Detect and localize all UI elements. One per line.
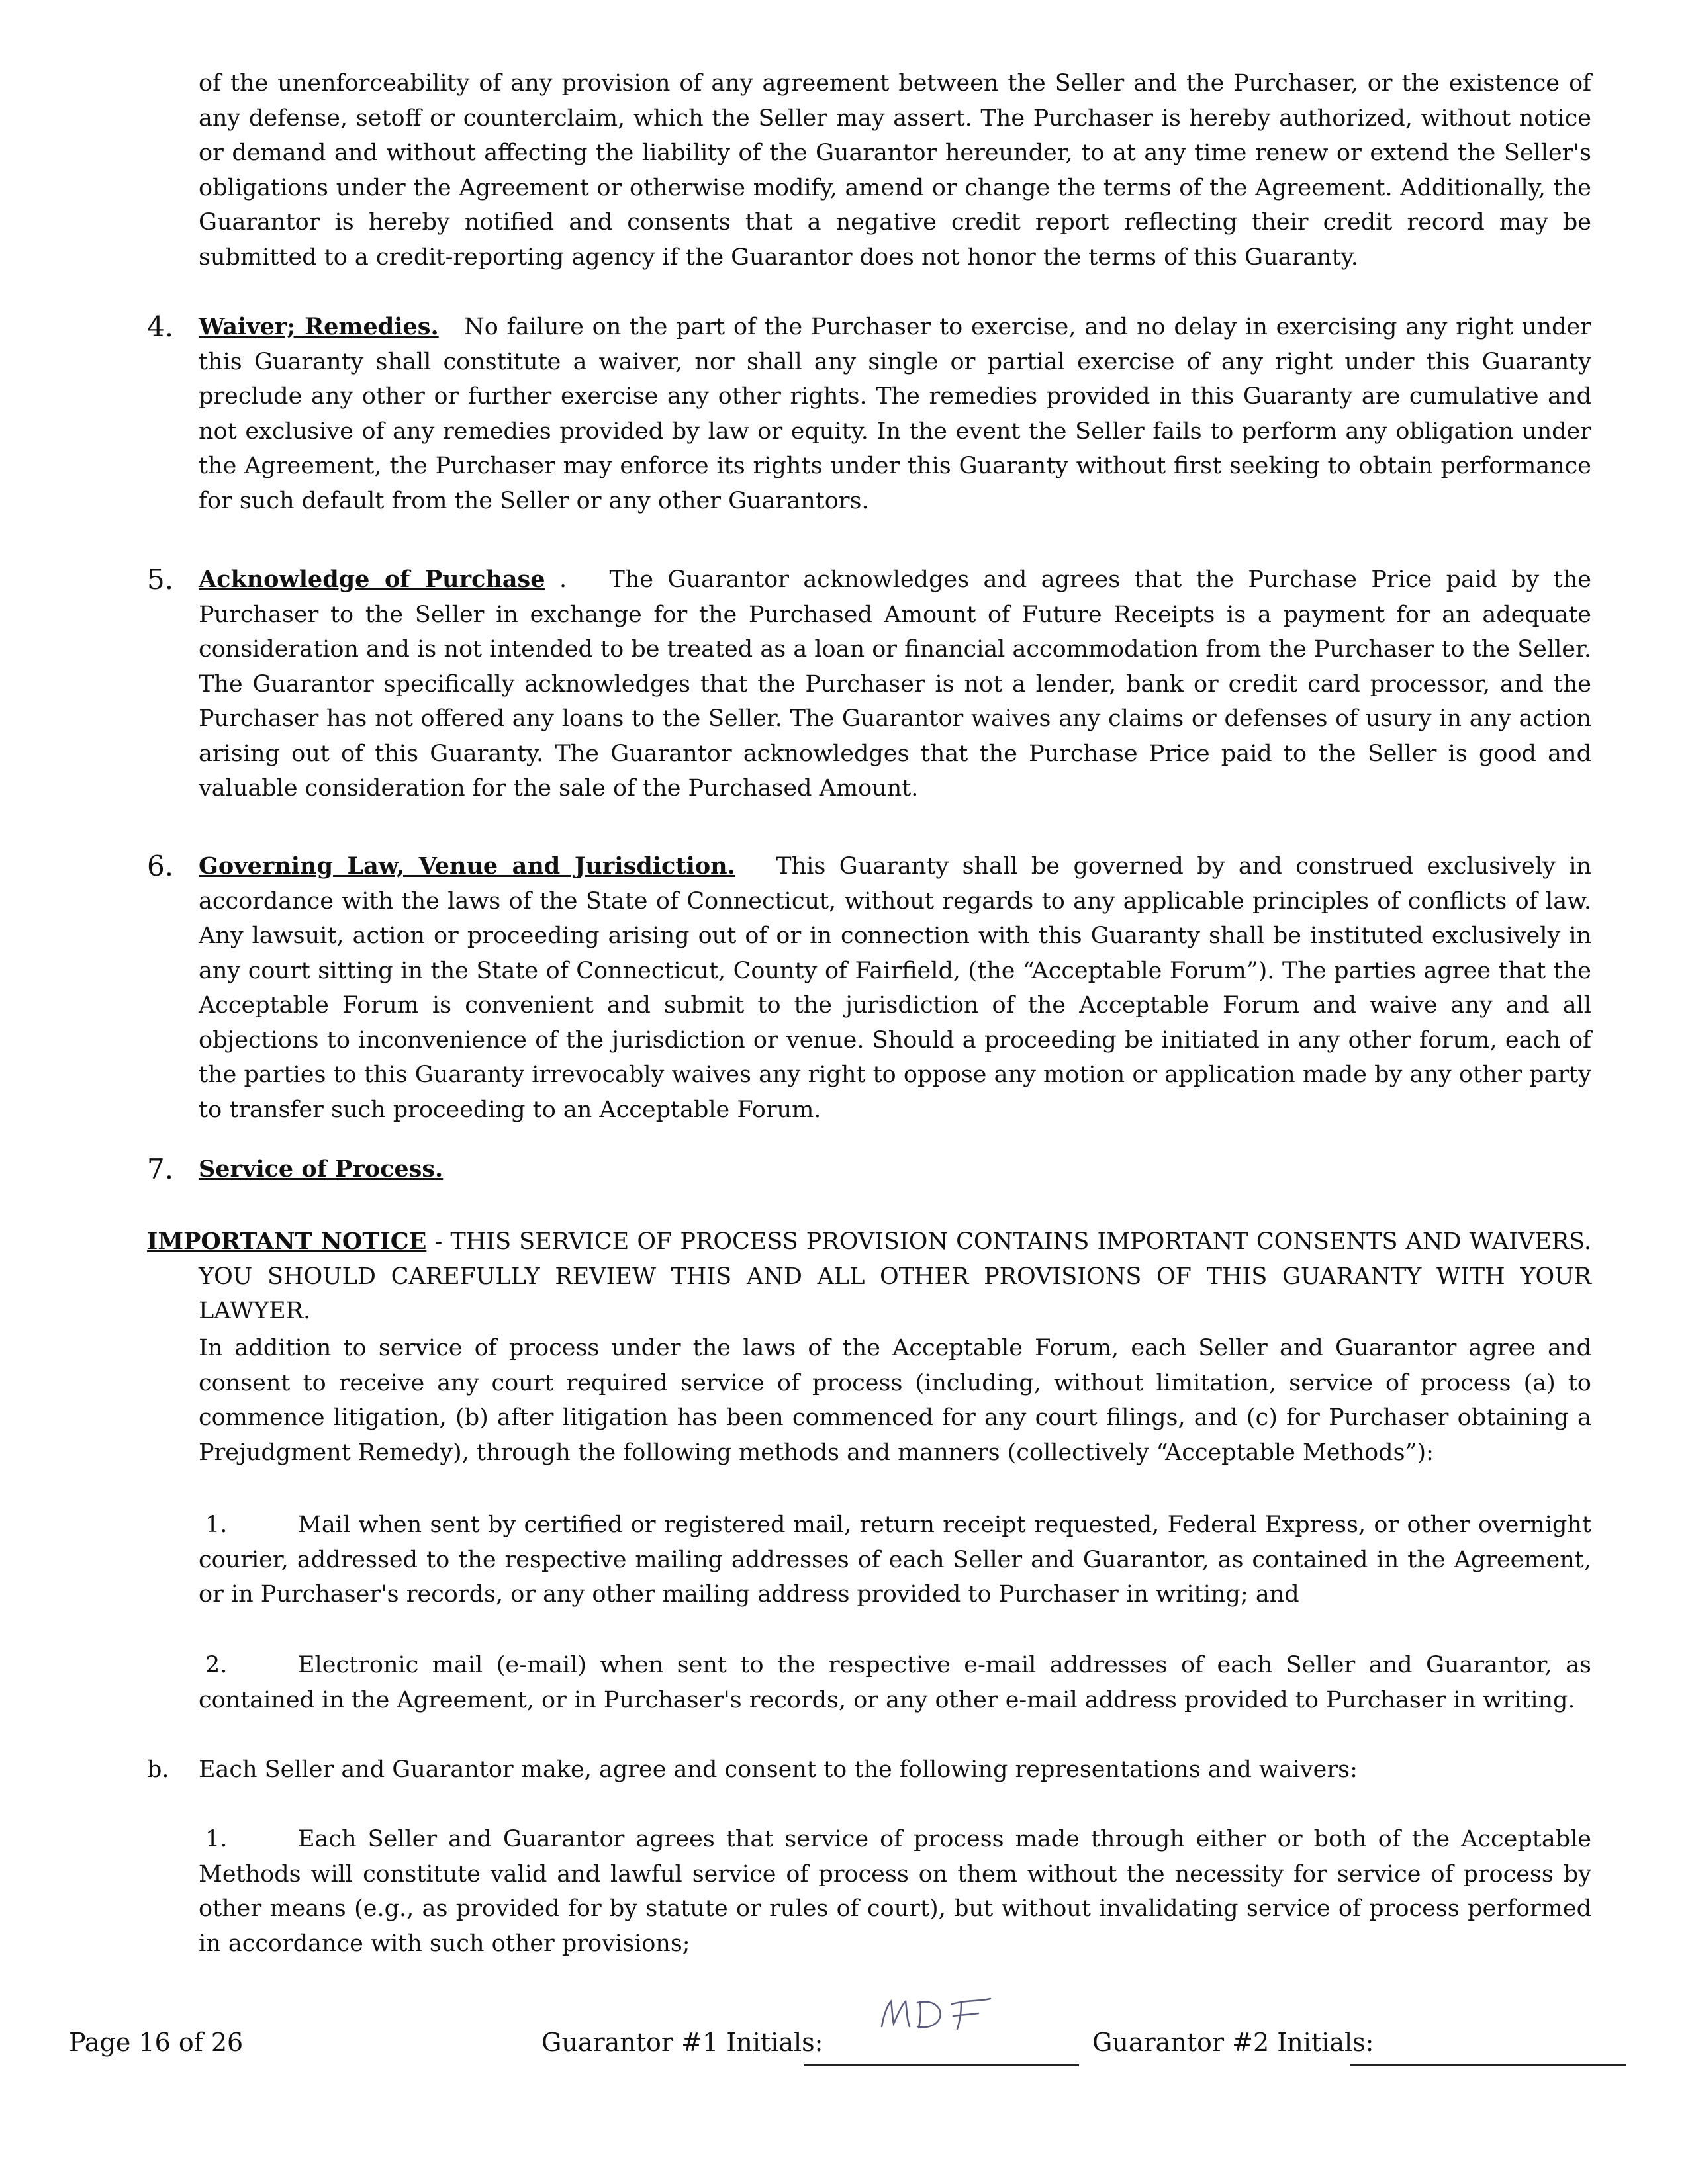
method-2-paragraph [199,1648,1591,1717]
section-4-heading: Waiver; Remedies. [199,313,439,340]
guarantor-1-initials-line [804,2064,1079,2066]
b-item-1-text: Each Seller and Guarantor agrees that service of process made through either or both of the Acceptable Methods will constitute valid and lawful service of process on them without the necessity for service of process by other means (e.g., as provided for by statute or rules of court), but without invalidating service of process performed in accordance with such other provisions; [199,1826,1591,1957]
section-4-paragraph [199,310,1591,518]
method-2-label: 2. [205,1652,228,1678]
section-b-text: Each Seller and Guarantor make, agree and consent to the following representations and waivers: [199,1756,1358,1783]
important-notice-label: IMPORTANT NOTICE [147,1228,427,1255]
section-5-paragraph: Acknowledge of Purchase . The Guarantor acknowledges and agrees that the Purchase Price paid by the Purchaser to the Seller in exchange for the Purchased Amount of Future Receipts is a payment for an adequate consideration and is not intended to be treated as a loan or financial accommodation from the Purchaser to the Seller. The Guarantor specifically acknowledges that the Purchaser is not a lender, bank or credit card processor, and the Purchaser has not offered any loans to the Seller. The Guarantor waives any claims or defenses of usury in any action arising out of this Guaranty. The Guarantor acknowledges that the Purchase Price paid to the Seller is good and valuable consideration for the sale of the Purchased Amount. [199,566,1591,801]
service-intro-paragraph: In addition to service of process under the laws of the Acceptable Forum, each Seller and Guarantor agree and consent to receive any court required service of process (including, without limitation, service of process (a) to commence litigation, (b) after litigation has been commenced for any court filings, and (c) for Purchaser obtaining a Prejudgment Remedy), through the following methods and manners (collectively “Acceptable Methods”): [199,1335,1591,1466]
section-7-number: 7. [147,1153,174,1185]
section-b-label: b. [147,1756,169,1783]
section-4-body: No failure on the part of the Purchaser to exercise, and no delay in exercising any right under this Guaranty shall constitute a waiver, nor shall any single or partial exercise of any right under this Guaranty preclude any other or further exercise any other rights. The remedies provided in this Guaranty are cumulative and not exclusive of any remedies provided by law or equity. In the event the Seller fails to perform any obligation under the Agreement, the Purchaser may enforce its rights under this Guaranty without first seeking to obtain performance for such default from the Seller or any other Guarantors. [199,314,1591,514]
section-7-heading: Service of Process. [199,1156,444,1183]
section-6-number: 6. [147,850,174,882]
section-5-heading: Acknowledge of Purchase [199,566,545,593]
section-5-body: The Guarantor acknowledges and agrees that the Purchase Price paid by the Purchaser to the Seller in exchange for the Purchased Amount of Future Receipts is a payment for an adequate consideration and is not intended to be treated as a loan or financial accommodation from the Purchaser to the Seller. The Guarantor specifically acknowledges that the Purchaser is not a lender, bank or credit card processor, and the Purchaser has not offered any loans to the Seller. The Guarantor waives any claims or defenses of usury in any action arising out of this Guaranty. The Guarantor acknowledges that the Purchase Price paid to the Seller is good and valuable consideration for the sale of the Purchased Amount. [199,567,1591,801]
guarantor-2-initials-line [1350,2064,1626,2066]
important-notice [147,1224,1591,1329]
guarantor-1-initials-signature [874,1992,1006,2038]
method-2-text: Electronic mail (e-mail) when sent to the respective e-mail addresses of each Seller and Guarantor, as contained in the Agreement, or in Purchaser's records, or any other e-mail address provided to Purchaser in writing. [199,1652,1591,1713]
b-item-1-label: 1. [205,1826,228,1852]
section-6-paragraph [199,849,1591,1127]
page-number: Page 16 of 26 [69,2028,244,2057]
guarantor-1-initials-label: Guarantor #1 Initials: [541,2028,823,2057]
section-7-paragraph [199,1152,1591,1187]
method-1-paragraph [199,1508,1591,1612]
b-item-1-paragraph [199,1822,1591,1961]
important-notice-text: - THIS SERVICE OF PROCESS PROVISION CONTAINS IMPORTANT CONSENTS AND WAIVERS. YOU SHOULD CAREFULLY REVIEW THIS AND ALL OTHER PROVISIONS OF THIS GUARANTY WITH YOUR LAWYER. [199,1228,1591,1324]
section-6-heading: Governing Law, Venue and Jurisdiction. [199,852,735,880]
continuation-paragraph: of the unenforceability of any provision of any agreement between the Seller and the Purchaser, or the existence of any defense, setoff or counterclaim, which the Seller may assert. The Purchaser is hereby authorized, without notice or demand and without affecting the liability of the Guarantor hereunder, to at any time renew or extend the Seller's obligations under the Agreement or otherwise modify, amend or change the terms of the Agreement. Additionally, the Guarantor is hereby notified and consents that a negative credit report reflecting their credit record may be submitted to a credit-reporting agency if the Guarantor does not honor the terms of this Guaranty. [199,70,1591,271]
section-5-number: 5. [147,563,174,596]
section-4-number: 4. [147,310,174,343]
method-1-label: 1. [205,1512,228,1538]
guarantor-2-initials-label: Guarantor #2 Initials: [1092,2028,1374,2057]
section-6-body: This Guaranty shall be governed by and construed exclusively in accordance with the laws of the State of Connecticut, without regards to any applicable principles of conflicts of law. Any lawsuit, action or proceeding arising out of or in connection with this Guaranty shall be instituted exclusively in any court sitting in the State of Connecticut, County of Fairfield, (the “Acceptable Forum”). The parties agree that the Acceptable Forum is convenient and submit to the jurisdiction of the Acceptable Forum and waive any and all objections to inconvenience of the jurisdiction or venue. Should a proceeding be initiated in any other forum, each of the parties to this Guaranty irrevocably waives any right to oppose any motion or application made by any other party to transfer such proceeding to an Acceptable Forum. [199,853,1591,1123]
method-1-text: Mail when sent by certified or registered mail, return receipt requested, Federal Express, or other overnight courier, addressed to the respective mailing addresses of each Seller and Guarantor, as contained in the Agreement, or in Purchaser's records, or any other mailing address provided to Purchaser in writing; and [199,1512,1591,1608]
